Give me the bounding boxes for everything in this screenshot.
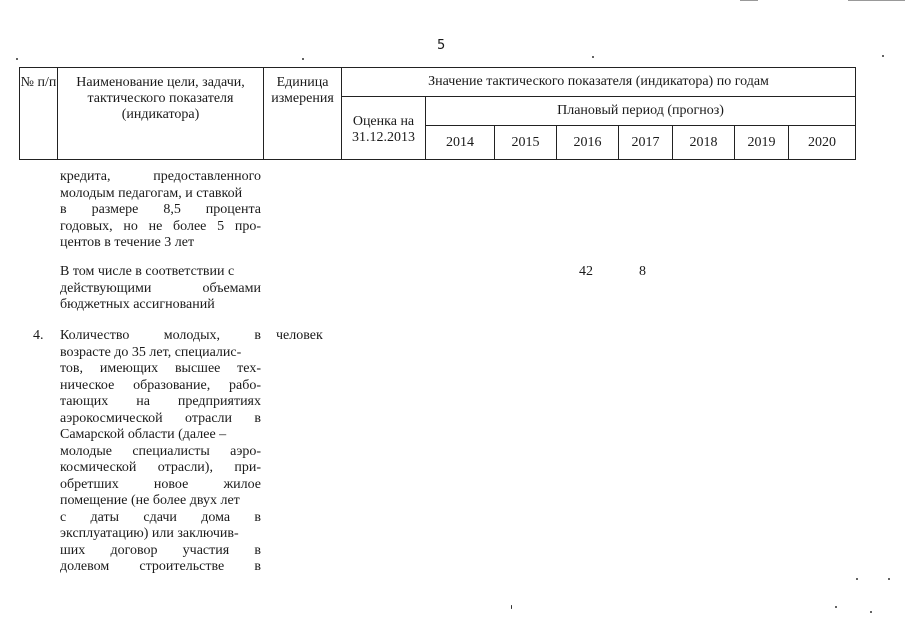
text-line: действующими объемами bbox=[60, 280, 261, 296]
row-continuation-text bbox=[60, 169, 261, 252]
col-unit-header: Единица измерения bbox=[264, 68, 342, 160]
col-name-header: Наименование цели, задачи, тактического показателя (индикатора) bbox=[58, 68, 264, 160]
scan-speck bbox=[511, 605, 512, 609]
row-unit: человек bbox=[276, 328, 323, 343]
text-line: обретших новое жилое bbox=[60, 476, 261, 492]
row-budget-text bbox=[60, 264, 261, 314]
text-line: центов в течение 3 лет bbox=[60, 235, 195, 250]
text-line: ших договор участия в bbox=[60, 542, 261, 558]
scan-speck bbox=[870, 611, 872, 613]
text-line: в размере 8,5 процента bbox=[60, 202, 261, 217]
row-number: 4. bbox=[33, 328, 44, 343]
row-indicator-text bbox=[60, 328, 261, 576]
text-line: бюджетных ассигнований bbox=[60, 297, 215, 312]
text-line: молодые специалисты аэро- bbox=[60, 443, 261, 459]
year-header: 2020 bbox=[789, 126, 856, 160]
text-line: молодым педагогам, и ставкой bbox=[60, 185, 243, 201]
year-header: 2016 bbox=[557, 126, 619, 160]
scan-speck bbox=[856, 578, 858, 580]
text-line: с даты сдачи дома в bbox=[60, 509, 261, 525]
text-line: В том числе в соответствии с bbox=[60, 264, 235, 279]
text-line: эксплуатацию) или заключив- bbox=[60, 526, 239, 541]
text-line: кредита, предоставленного bbox=[60, 169, 261, 184]
text-line: тающих на предприятиях bbox=[60, 394, 261, 409]
text-line: Самарской области (далее – bbox=[60, 427, 227, 442]
year-header: 2018 bbox=[673, 126, 735, 160]
year-header: 2019 bbox=[735, 126, 789, 160]
text-line: годовых, но не более 5 про- bbox=[60, 218, 261, 234]
col-values-header: Значение тактического показателя (индикатора) по годам bbox=[342, 68, 856, 97]
scan-speck bbox=[302, 58, 304, 60]
text-line: ническое образование, рабо- bbox=[60, 377, 261, 393]
year-header: 2017 bbox=[619, 126, 673, 160]
col-number-header: № п/п bbox=[20, 68, 58, 160]
text-line: аэрокосмической отрасли в bbox=[60, 410, 261, 426]
scan-mark bbox=[848, 0, 905, 1]
value-2016: 42 bbox=[579, 264, 593, 279]
scan-speck bbox=[882, 55, 884, 57]
scan-mark bbox=[740, 0, 758, 1]
year-header: 2014 bbox=[426, 126, 495, 160]
scan-speck bbox=[592, 56, 594, 58]
text-line: возрасте до 35 лет, специалис- bbox=[60, 344, 242, 360]
indicator-table-header bbox=[19, 67, 856, 160]
text-line: космической отрасли), при- bbox=[60, 460, 261, 475]
text-line: долевом строительстве в bbox=[60, 559, 261, 574]
text-line: помещение (не более двух лет bbox=[60, 493, 240, 508]
scan-speck bbox=[16, 58, 18, 60]
col-plan-header: Плановый период (прогноз) bbox=[426, 97, 856, 126]
value-2017: 8 bbox=[639, 264, 646, 279]
scan-speck bbox=[835, 606, 837, 608]
scan-speck bbox=[888, 578, 890, 580]
page-number: 5 bbox=[437, 38, 446, 53]
text-line: Количество молодых, в bbox=[60, 328, 261, 343]
text-line: тов, имеющих высшее тех- bbox=[60, 361, 261, 376]
year-header: 2015 bbox=[495, 126, 557, 160]
col-estimate-header: Оценка на 31.12.2013 bbox=[342, 97, 426, 160]
